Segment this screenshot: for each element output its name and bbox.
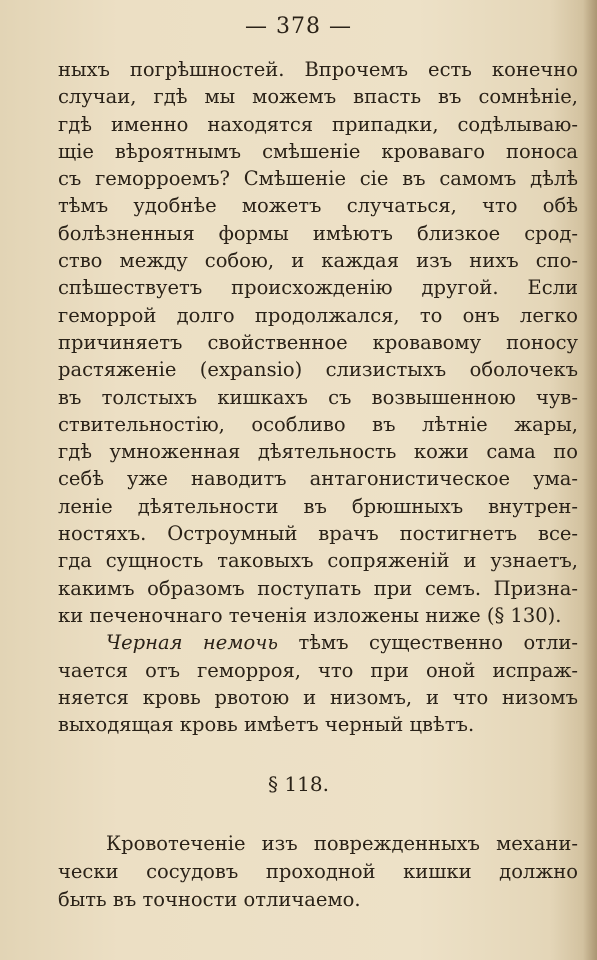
text-line: въ толстыхъ кишкахъ съ возвышенною чув- [58,385,578,409]
text-line: щіе вѣроятнымъ смѣшеніе кроваваго поноса [58,139,578,163]
page-number: — 378 — [245,14,352,39]
text-line: себѣ уже наводитъ антагонистическое ума- [58,467,578,491]
text-line: геморрой долго продолжался, то онъ легко [58,303,578,327]
text-fragment: тѣмъ существенно отли- [277,631,578,655]
text-line: чается отъ геморроя, что при оной испраж- [58,658,578,682]
text-line: ностяхъ. Остроумный врачъ постигнетъ все- [58,522,578,546]
paragraph-2 [58,629,578,738]
text-line [58,629,578,656]
text-line: растяженіе (expansio) слизистыхъ оболочекъ [58,358,578,382]
text-line: выходящая кровь имѣетъ черный цвѣтъ. [58,713,475,737]
body-text [58,56,578,738]
text-line: болѣзненныя формы имѣютъ близкое срод- [58,221,578,245]
page-edge-shadow [583,0,597,960]
text-line: леніе дѣятельности въ брюшныхъ внутрен- [58,494,578,518]
text-line: какимъ образомъ поступать при семъ. Призна- [58,576,578,600]
text-line: тѣмъ удобнѣе можетъ случаться, что обѣ [58,194,578,218]
text-line: ныхъ погрѣшностей. Впрочемъ есть конечно [58,58,578,81]
paragraph-3 [58,830,578,914]
text-line: случаи, гдѣ мы можемъ впасть въ сомнѣніе, [58,85,578,109]
text-line: гда сущность таковыхъ сопряженій и узнаетъ, [58,549,578,573]
text-line: причиняетъ свойственное кровавому поносу [58,330,578,354]
text-line: съ геморроемъ? Смѣшеніе сіе въ самомъ дѣлѣ [58,167,578,191]
text-line: спѣшествуетъ происхожденію другой. Если [58,276,578,300]
text-line: ки печеночнаго теченія изложены ниже (§ 130). [58,603,562,627]
paragraph-1 [58,56,578,629]
text-line: Кровотеченіе изъ поврежденныхъ механи- [106,832,578,855]
text-line: чески сосудовъ проходной кишки должно [58,860,578,883]
section-heading: § 118. [268,772,329,796]
text-line: ство между собою, и каждая изъ нихъ спо- [58,249,578,273]
text-line: ствительностію, особливо въ лѣтніе жары, [58,412,578,436]
italic-term: Черная немочь [106,631,278,655]
text-line: гдѣ умноженная дѣятельность кожи сама по [58,440,578,464]
text-line: няется кровь рвотою и низомъ, и что низомъ [58,685,578,709]
text-line: быть въ точности отличаемо. [58,888,361,911]
text-line: гдѣ именно находятся припадки, содѣлываю- [58,112,578,136]
